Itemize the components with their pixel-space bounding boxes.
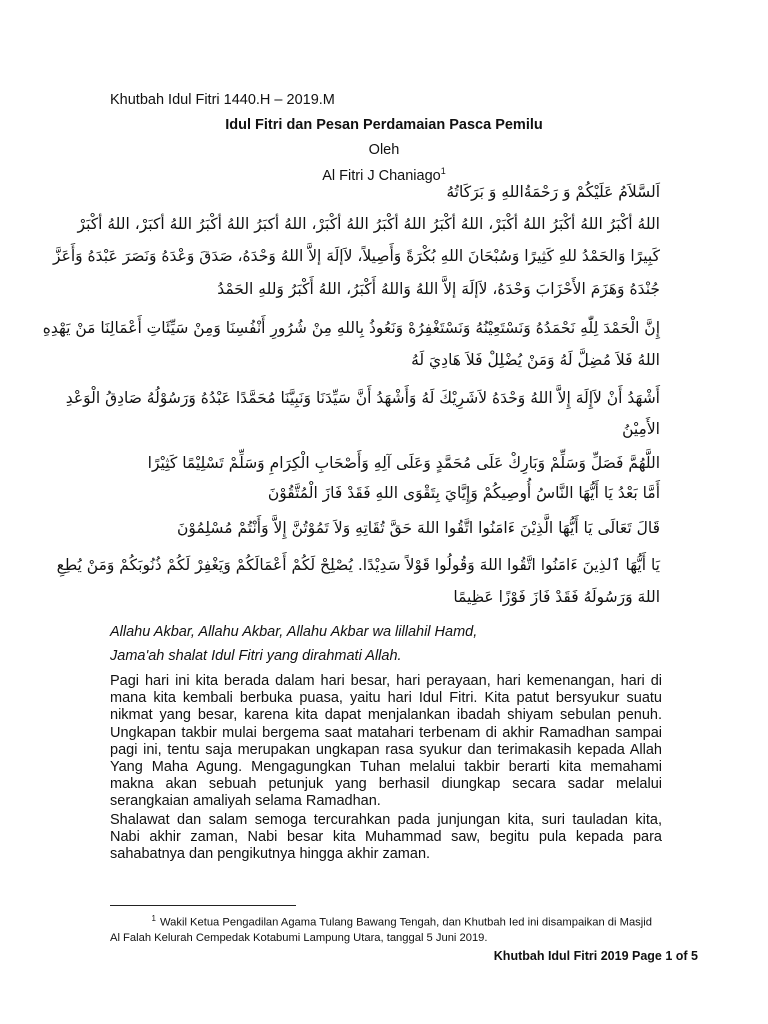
arabic-line: اللهُ أكْبَرُ اللهُ أكْبَرُ اللهُ أكْبَرْ، اللهُ أكْبَرُ اللهُ أكْبَرُ اللهُ أكْبَرْ، اللهُ أكبَرُ اللهُ أكْبَرُ اللهُ أكبَرْ، اللهُ أكْبَرْ [77,215,660,233]
footnote [110,911,662,946]
author-name: Al Fitri J Chaniago [322,167,441,184]
arabic-line: اللَّهُمَّ فَصَلِّ وَسَلِّمْ وَبَارِكْ عَلَى مُحَمَّدٍ وَعَلَى آلِهِ وَأَصْحَابِ الْكِرَامِ وَسَلِّمْ تَسْلِيْمًا كَثِيْرًا [147,454,660,472]
author-line [0,166,768,184]
arabic-line: قَالَ تَعَالَى يَا أَيُّهَا الَّذِيْنَ ءَامَنُوا اتَّقُوا اللهَ حَقَّ تُقَاتِهِ وَلاَ تَمُوْتُنَّ إِلاَّ وَأَنْتُمْ مُسْلِمُوْنَ [176,519,660,537]
arabic-line: اللهُ فَلاَ مُضِلَّ لَهُ وَمَنْ يُضْلِلْ فَلاَ هَادِيَ لَهُ [411,351,660,369]
document-title: Idul Fitri dan Pesan Perdamaian Pasca Pemilu [225,117,543,133]
arabic-line: جُنْدَهُ وَهَزَمَ الأَحْزَابَ وَحْدَهُ، لاَإلَهَ إلاَّ اللهُ وَاللهُ أَكْبَرُ، اللهُ أَكْبَرُ وَللهِ الحَمْدُ [217,280,660,298]
arabic-line: يَا أَيُّهَا ٱلذِينَ ءَامَنُوا اتَّقُوا اللهَ وَقُولُوا قَوْلاً سَدِيْدًا. يُصْلِحْ لَكُمْ أَعْمَالَكُمْ وَيَغْفِرْ لَكُمْ ذُنُوبَكُمْ وَمَنْ يُطِعِ [56,556,660,574]
footnote-divider [110,905,296,906]
arabic-line: كَبِيرًا وَالحَمْدُ للهِ كَثِيرًا وَسُبْحَانَ اللهِ بُكْرَةً وَأَصِيلاً، لاَإلَهَ إلاَّ اللهُ وَحْدَهُ، صَدَقَ وَعْدَهُ وَنَصَرَ عَبْدَهُ وَأَعَزَّ [53,247,660,265]
arabic-line: اللهَ وَرَسُولَهُ فَقَدْ فَازَ فَوْزًا عَظِيمًا [453,588,660,606]
footnote-number: 1 [151,914,156,923]
arabic-line: أَشْهَدُ أَنْ لاَإِلَهَ إِلاَّ اللهُ وَحْدَهُ لاَشَرِيْكَ لَهُ وَأَشْهَدُ أَنَّ سَيِّدَنَا وَنَبِيَّنَا مُحَمَّدًا عَبْدُهُ وَرَسُوْلُهُ صَادِقُ الْوَعْدِ [65,389,660,407]
body-paragraph: Pagi hari ini kita berada dalam hari besar, hari perayaan, hari kemenangan, hari di mana kita kembali berbuka puasa, yaitu hari Idul Fitri. Kita patut bersyukur suatu nikmat yang besar, karena kita dapat menjalankan ibadah shiyam sebulan penuh. Ungkapan takbir mulai bergema saat matahari terbenam di akhir Ramadhan sampai pagi ini, tentu saja merupakan ungkapan rasa syukur dan terimakasih kepada Allah Yang Maha Agung. Mengagungkan Tuhan melalui takbir berarti kita memahami makna akan sebuah petunjuk yang berhasil diungkap secara sadar melalui serangkaian amaliyah selama Ramadhan. [110,673,662,810]
footnote-reference: 1 [440,166,446,176]
by-label: Oleh [368,142,400,158]
footnote-text: Wakil Ketua Pengadilan Agama Tulang Bawang Tengah, dan Khutbah Ied ini disampaikan di Masjid Al Falah Kelurah Cempedak Kotabumi Lampung Utara, tanggal 5 Juni 2019. [110,916,652,944]
arabic-line: أَمَّا بَعْدُ يَا أَيُّهَا النَّاسُ أُوصِيكُمْ وَإِيَّايَ بِتَقْوَى اللهِ فَقَدْ فَازَ الْمُتَّقُوْنَ [267,484,660,502]
takbir-line: Allahu Akbar, Allahu Akbar, Allahu Akbar wa lillahil Hamd, [110,624,478,640]
page-footer: Khutbah Idul Fitri 2019 Page 1 of 5 [493,949,698,963]
body-paragraph: Shalawat dan salam semoga tercurahkan pada junjungan kita, suri tauladan kita, Nabi akhir zaman, Nabi besar kita Muhammad saw, begitu pula kepada para sahabatnya dan pengikutnya hingga akhir zaman. [110,812,662,863]
arabic-line: اَلسَّلاَمُ عَلَيْكُمْ وَ رَحْمَةُاللهِ وَ بَرَكَاتُهُ [446,183,660,201]
arabic-line: الأَمِيْنُ [622,420,660,438]
document-header-line: Khutbah Idul Fitri 1440.H – 2019.M [110,92,335,108]
greeting-line: Jama'ah shalat Idul Fitri yang dirahmati Allah. [110,648,402,664]
arabic-line: إِنَّ الْحَمْدَ لِلّٰهِ نَحْمَدُهُ وَنَسْتَعِيْنُهُ وَنَسْتَغْفِرُهْ وَنَعُوذُ بِاللهِ مِنْ شُرُورِ أَنْفُسِنَا وَمِنْ سَيِّئَاتِ أَعْمَالِنَا مَنْ يَهْدِهِ [42,319,660,337]
